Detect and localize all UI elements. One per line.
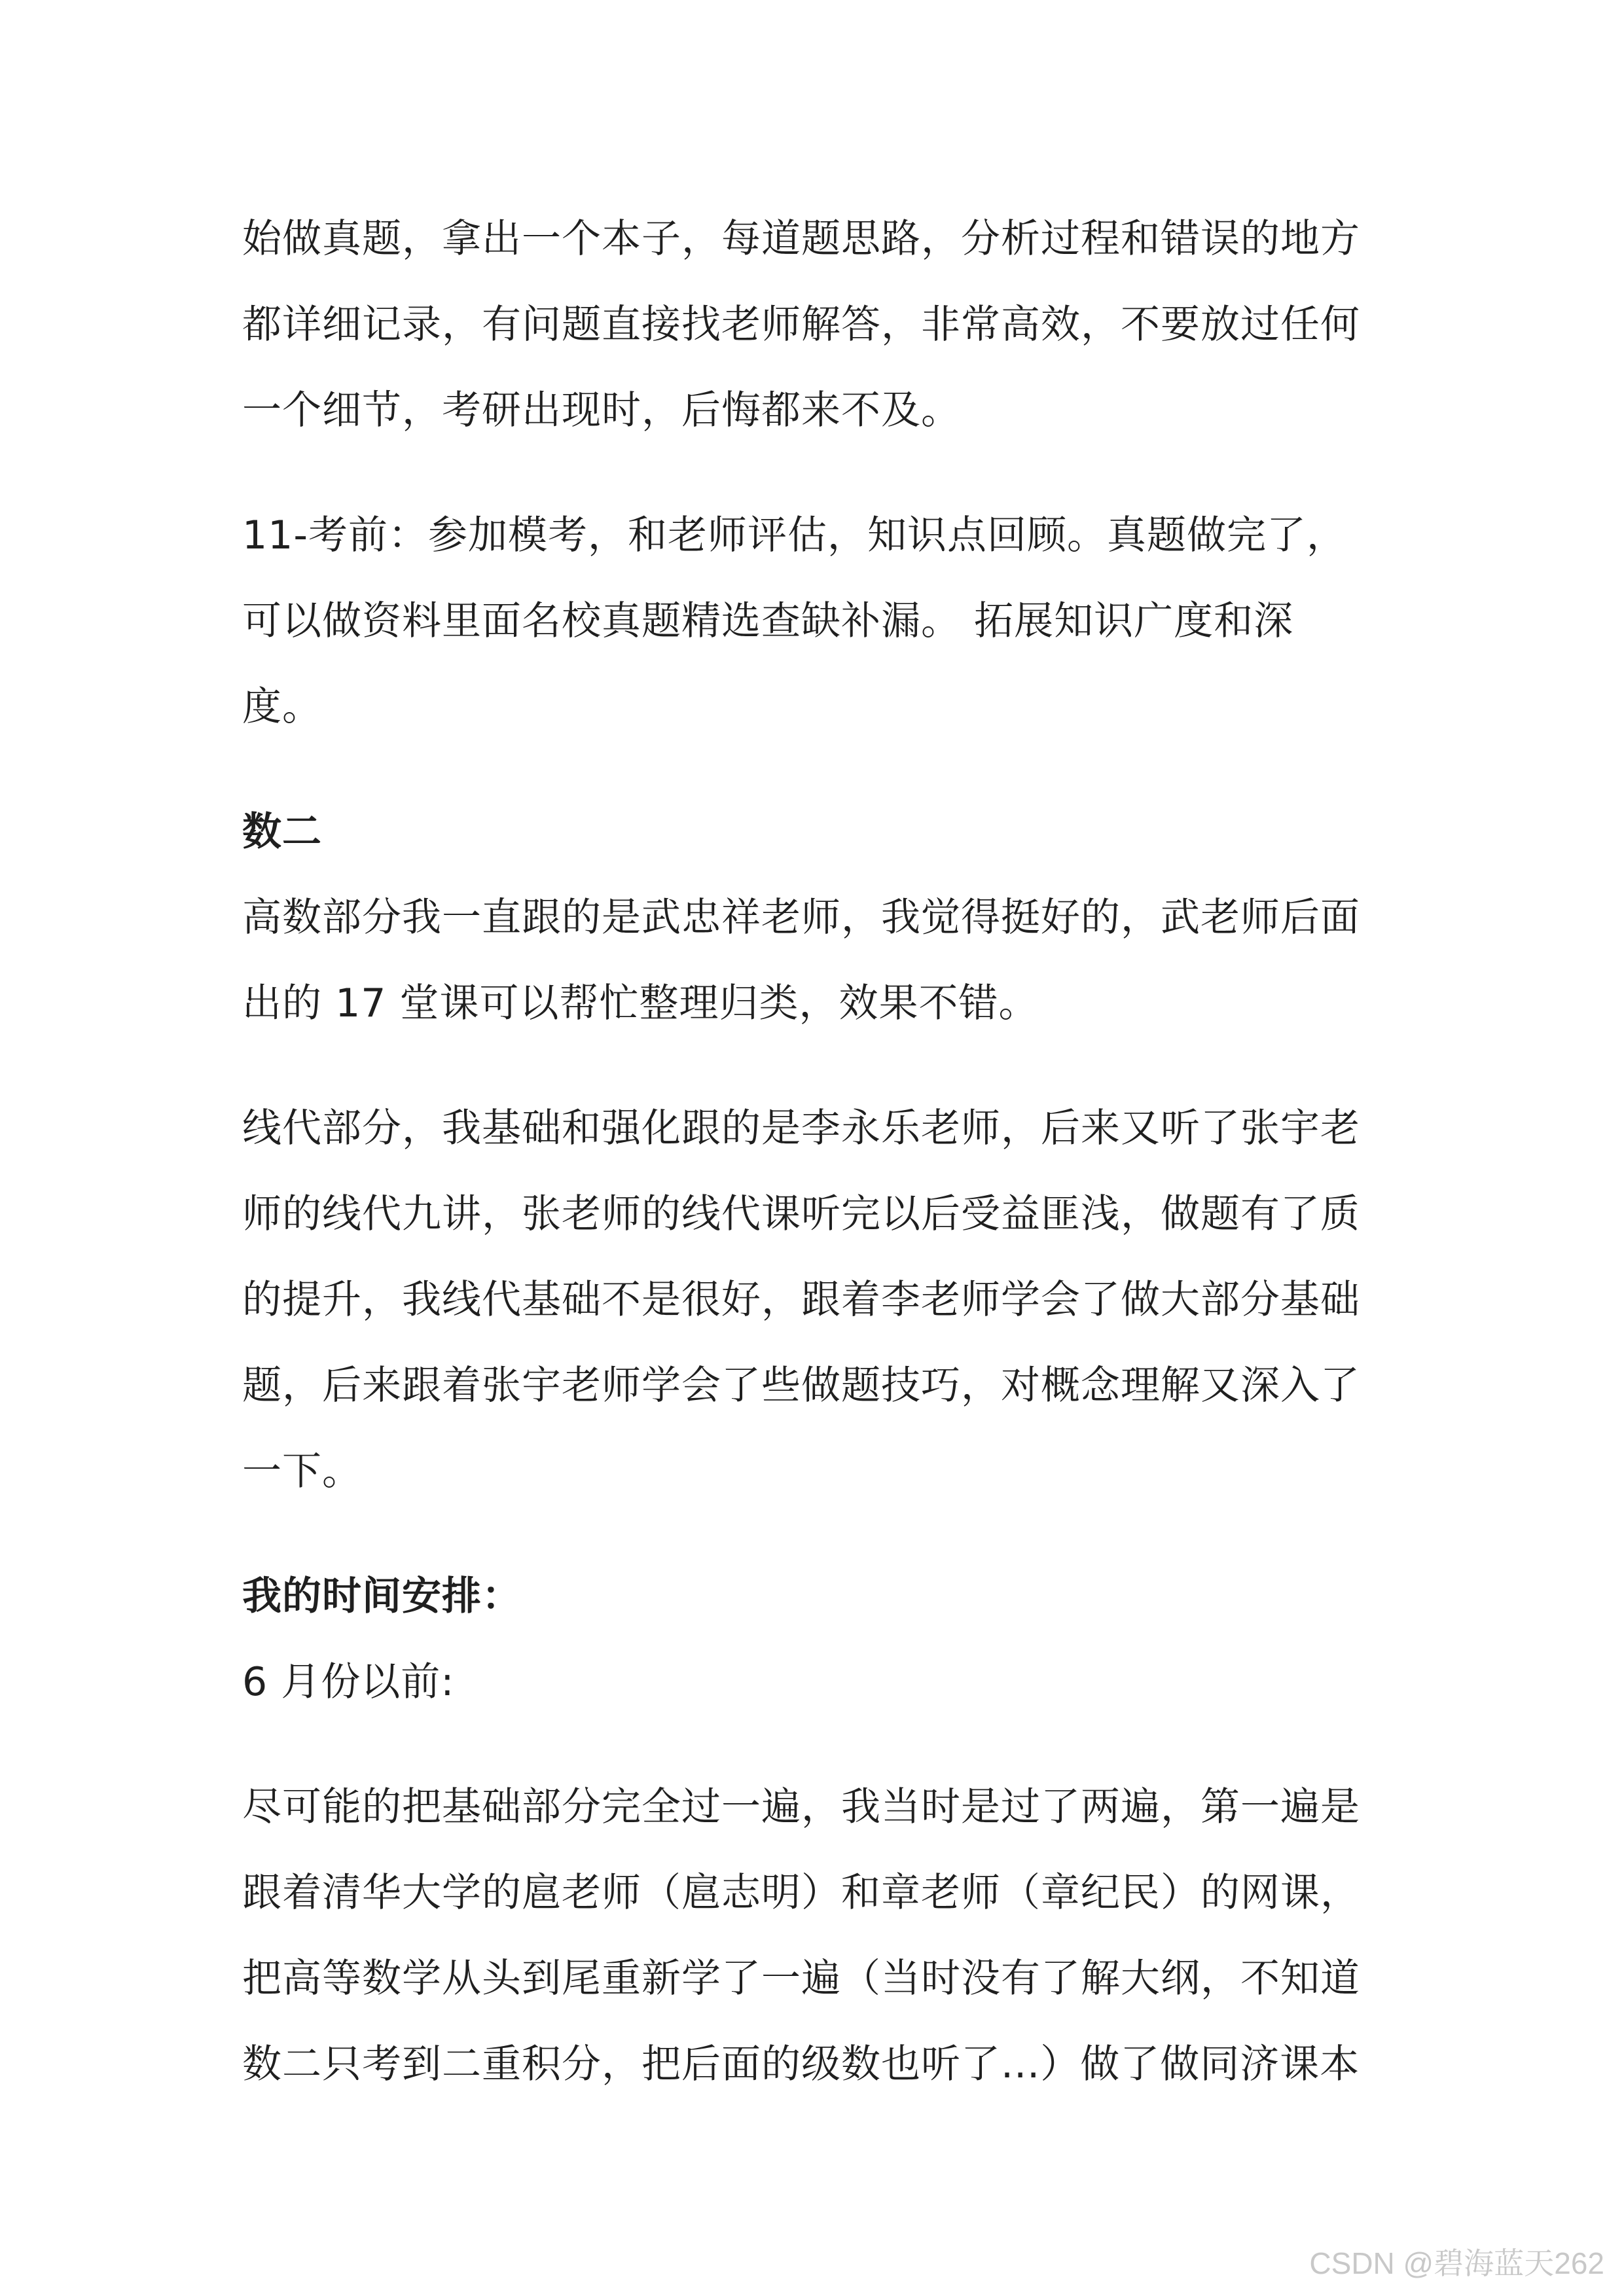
text-line: 都详细记录，有问题直接找老师解答，非常高效，不要放过任何 <box>242 302 1360 348</box>
text-line: 6 月份以前: <box>242 1659 455 1705</box>
paragraph-linear-algebra <box>242 1086 1381 1515</box>
document-body <box>242 196 1381 2108</box>
text-line: 一个细节，考研出现时，后悔都来不及。 <box>242 387 961 433</box>
text-line: 的提升，我线代基础不是很好，跟着李老师学会了做大部分基础 <box>242 1277 1360 1323</box>
text-line: 数二只考到二重积分，把后面的级数也听了...）做了做同济课本 <box>242 2041 1360 2087</box>
paragraph-before-june <box>242 1640 1381 1725</box>
text-line: 一下。 <box>242 1448 362 1494</box>
text-line: 师的线代九讲，张老师的线代课听完以后受益匪浅，做题有了质 <box>242 1191 1360 1237</box>
text-line: 可以做资料里面名校真题精选查缺补漏。 拓展知识广度和深 <box>242 598 1294 644</box>
text-line: 出的 17 堂课可以帮忙整理归类，效果不错。 <box>242 980 1039 1026</box>
text-line: 跟着清华大学的扈老师（扈志明）和章老师（章纪民）的网课， <box>242 1870 1360 1916</box>
text-line: 尽可能的把基础部分完全过一遍，我当时是过了两遍，第一遍是 <box>242 1784 1360 1830</box>
paragraph-past-papers <box>242 196 1381 454</box>
paragraph-basics <box>242 1765 1381 2108</box>
heading-schedule: 我的时间安排： <box>242 1573 522 1619</box>
text-line: 度。 <box>242 684 322 730</box>
text-line: 始做真题，拿出一个本子，每道题思路，分析过程和错误的地方 <box>242 216 1360 262</box>
text-line: 高数部分我一直跟的是武忠祥老师，我觉得挺好的，武老师后面 <box>242 895 1360 941</box>
csdn-watermark: CSDN @碧海蓝天262 <box>1309 2246 1604 2280</box>
paragraph-calculus <box>242 875 1381 1047</box>
text-line: 把高等数学从头到尾重新学了一遍（当时没有了解大纲，不知道 <box>242 1956 1360 2001</box>
text-line: 11-考前：参加模考，和老师评估，知识点回顾。真题做完了， <box>242 512 1346 558</box>
heading-math2: 数二 <box>242 809 322 855</box>
text-line: 题，后来跟着张宇老师学会了些做题技巧，对概念理解又深入了 <box>242 1363 1360 1408</box>
text-line: 线代部分，我基础和强化跟的是李永乐老师，后来又听了张宇老 <box>242 1105 1360 1151</box>
paragraph-pre-exam <box>242 493 1381 750</box>
